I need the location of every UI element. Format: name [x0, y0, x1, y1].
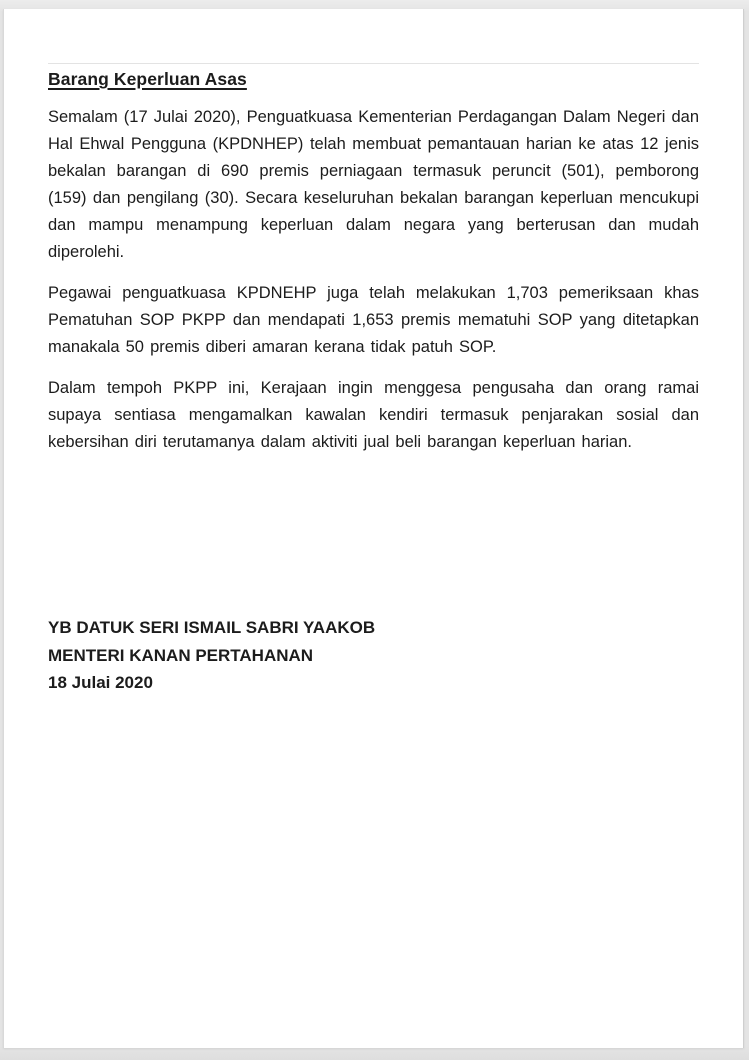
signature-block: [48, 614, 699, 697]
paragraph-sop-inspections: Pegawai penguatkuasa KPDNEHP juga telah melakukan 1,703 pemeriksaan khas Pematuhan SOP PKPP dan mendapati 1,653 premis mematuhi SOP yang ditetapkan manakala 50 premis diberi amaran kerana tidak patuh SOP.: [48, 284, 699, 356]
document-heading: Barang Keperluan Asas: [48, 69, 247, 89]
top-hairline-divider: [48, 63, 699, 64]
document-page: [3, 9, 744, 1048]
signatory-title: MENTERI KANAN PERTAHANAN: [48, 645, 314, 665]
signature-date: 18 Julai 2020: [48, 673, 153, 692]
paragraph-pkpp-advice: Dalam tempoh PKPP ini, Kerajaan ingin menggesa pengusaha dan orang ramai supaya sentiasa mengamalkan kawalan kendiri termasuk penjarakan sosial dan kebersihan diri terutamanya dalam aktiviti jual beli barangan keperluan harian.: [48, 379, 699, 451]
paragraph-monitoring-summary: Semalam (17 Julai 2020), Penguatkuasa Kementerian Perdagangan Dalam Negeri dan Hal Ehwal Pengguna (KPDNHEP) telah membuat pemantauan harian ke atas 12 jenis bekalan barangan di 690 premis perniagaan termasuk peruncit (501), pemborong (159) dan pengilang (30). Secara keseluruhan bekalan barangan keperluan mencukupi dan mampu menampung keperluan dalam negara yang berterusan dan mudah diperolehi.: [48, 108, 699, 261]
document-content: [48, 9, 699, 697]
signatory-name: YB DATUK SERI ISMAIL SABRI YAAKOB: [48, 618, 376, 637]
